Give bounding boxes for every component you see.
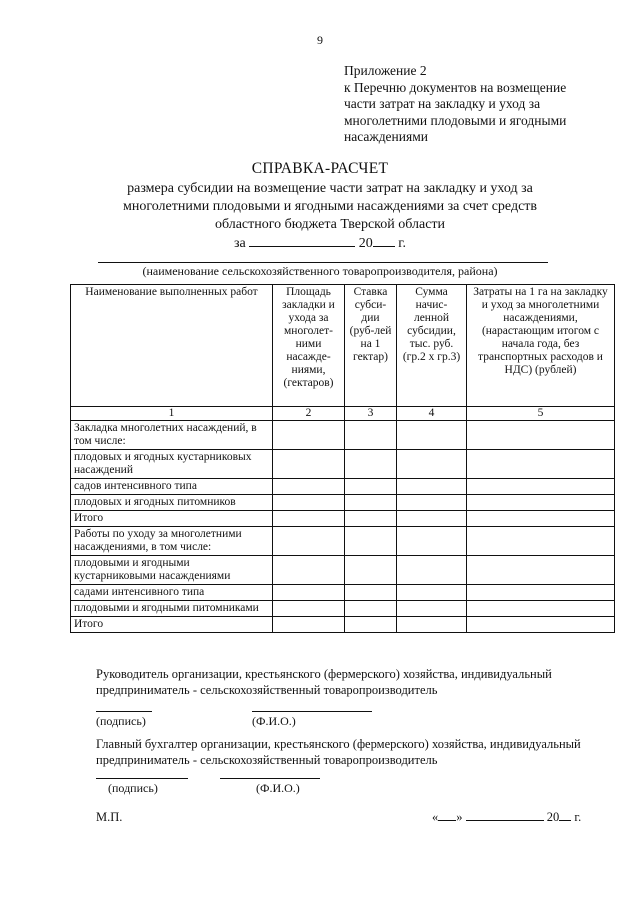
subtitle-line: областного бюджета Тверской области (214, 217, 446, 232)
subtitle-line: многолетними плодовыми и ягодными насаждениями за счет средств (122, 199, 538, 214)
work-name-cell: Работы по уходу за многолетними насаждениями, в том числе: (71, 527, 273, 556)
name-label: (Ф.И.О.) (252, 714, 296, 728)
producer-caption: (наименование сельскохозяйственного товаропроизводителя, района) (142, 264, 498, 278)
empty-cell[interactable] (345, 479, 397, 495)
table-row (71, 511, 615, 527)
empty-cell[interactable] (273, 479, 345, 495)
empty-cell[interactable] (397, 495, 467, 511)
column-number: 4 (397, 407, 467, 421)
empty-cell[interactable] (467, 511, 615, 527)
column-number: 1 (71, 407, 273, 421)
work-name-cell: садами интенсивного типа (71, 585, 273, 601)
empty-cell[interactable] (397, 617, 467, 633)
appendix-line: части затрат на закладку и уход за (344, 96, 541, 111)
work-name-cell: Итого (71, 617, 273, 633)
period-year: 20 (358, 236, 373, 251)
empty-cell[interactable] (273, 556, 345, 585)
empty-cell[interactable] (273, 527, 345, 556)
empty-cell[interactable] (397, 511, 467, 527)
table-row (71, 479, 615, 495)
empty-cell[interactable] (397, 479, 467, 495)
empty-cell[interactable] (345, 450, 397, 479)
empty-cell[interactable] (397, 421, 467, 450)
calculation-table (70, 284, 615, 633)
table-header-row (71, 285, 615, 407)
empty-cell[interactable] (397, 450, 467, 479)
name-label: (Ф.И.О.) (256, 781, 300, 795)
signature-label: (подпись) (96, 714, 146, 728)
work-name-cell: плодовыми и ягодными питомниками (71, 601, 273, 617)
date-open-quote: « (432, 810, 439, 824)
date-year: 20 (546, 810, 560, 824)
document-title: СПРАВКА-РАСЧЕТ (251, 160, 389, 177)
appendix-header (344, 63, 614, 146)
empty-cell[interactable] (467, 556, 615, 585)
subtitle-line: размера субсидии на возмещение части затрат на закладку и уход за (127, 181, 533, 196)
producer-name-line (98, 262, 548, 263)
month-blank[interactable] (466, 808, 544, 821)
column-header: Наименование выполненных работ (71, 285, 273, 407)
empty-cell[interactable] (467, 450, 615, 479)
column-header: Площадь закладки и ухода за многолет-ними насажде-ниями, (гектаров) (273, 285, 345, 407)
stamp-place: М.П. (96, 810, 123, 824)
work-name-cell: плодовыми и ягодными кустарниковыми насаждениями (71, 556, 273, 585)
empty-cell[interactable] (467, 495, 615, 511)
empty-cell[interactable] (467, 601, 615, 617)
table-row (71, 601, 615, 617)
column-header: Затраты на 1 га на закладку и уход за многолетними насаждениями, (нарастающим итогом с начала года, без транспортных расходов и НДС) (рублей) (467, 285, 615, 407)
head-signature-block (96, 667, 596, 732)
table-row (71, 527, 615, 556)
empty-cell[interactable] (397, 585, 467, 601)
accountant-position-text: Главный бухгалтер организации, крестьянского (фермерского) хозяйства, индивидуальный предприниматель - сельскохозяйственный товаропроизводитель (96, 737, 581, 767)
empty-cell[interactable] (345, 556, 397, 585)
column-number: 3 (345, 407, 397, 421)
work-name-cell: Итого (71, 511, 273, 527)
empty-cell[interactable] (273, 450, 345, 479)
work-name-cell: садов интенсивного типа (71, 479, 273, 495)
table-row (71, 556, 615, 585)
column-number: 2 (273, 407, 345, 421)
appendix-line: к Перечню документов на возмещение (344, 79, 567, 95)
work-name-cell: плодовых и ягодных кустарниковых насаждений (71, 450, 273, 479)
empty-cell[interactable] (273, 495, 345, 511)
table-row (71, 585, 615, 601)
day-blank[interactable] (438, 808, 456, 821)
empty-cell[interactable] (397, 556, 467, 585)
accountant-name-line[interactable] (220, 778, 320, 779)
empty-cell[interactable] (273, 421, 345, 450)
accountant-signature-line[interactable] (96, 778, 188, 779)
empty-cell[interactable] (345, 511, 397, 527)
empty-cell[interactable] (345, 495, 397, 511)
document-subtitle (60, 180, 600, 234)
column-number-row (71, 407, 615, 421)
table-row (71, 450, 615, 479)
accountant-signature-block (96, 737, 596, 802)
signing-date (432, 808, 581, 825)
period-suffix: г. (398, 236, 406, 251)
empty-cell[interactable] (273, 601, 345, 617)
year-blank (373, 234, 395, 247)
work-name-cell: плодовых и ягодных питомников (71, 495, 273, 511)
column-header: Ставка субси-дии (руб-лей на 1 гектар) (345, 285, 397, 407)
empty-cell[interactable] (345, 617, 397, 633)
period-blank (249, 234, 355, 247)
empty-cell[interactable] (467, 479, 615, 495)
appendix-line: Приложение 2 (344, 63, 427, 78)
table-row (71, 617, 615, 633)
head-name-line[interactable] (252, 711, 372, 712)
empty-cell[interactable] (345, 527, 397, 556)
column-header: Сумма начис-ленной субсидии, тыс. руб. (гр.2 х гр.3) (397, 285, 467, 407)
empty-cell[interactable] (345, 585, 397, 601)
period-prefix: за (234, 236, 246, 251)
empty-cell[interactable] (273, 511, 345, 527)
appendix-line: многолетними плодовыми и ягодными (344, 112, 567, 128)
empty-cell[interactable] (467, 617, 615, 633)
empty-cell[interactable] (273, 585, 345, 601)
table-row (71, 421, 615, 450)
empty-cell[interactable] (467, 585, 615, 601)
empty-cell[interactable] (273, 617, 345, 633)
signature-label: (подпись) (108, 781, 158, 795)
reporting-period (0, 234, 640, 252)
empty-cell[interactable] (467, 527, 615, 556)
empty-cell[interactable] (345, 601, 397, 617)
head-position-text: Руководитель организации, крестьянского (фермерского) хозяйства, индивидуальный предприниматель - сельскохозяйственный товаропроизводитель (96, 667, 552, 697)
appendix-line: насаждениями (344, 129, 428, 144)
year-blank[interactable] (559, 808, 571, 821)
empty-cell[interactable] (467, 421, 615, 450)
head-signature-line[interactable] (96, 711, 152, 712)
empty-cell[interactable] (345, 421, 397, 450)
empty-cell[interactable] (397, 527, 467, 556)
date-suffix: г. (574, 810, 582, 824)
page-number: 9 (317, 33, 323, 47)
table-row (71, 495, 615, 511)
date-close-quote: » (456, 810, 463, 824)
empty-cell[interactable] (397, 601, 467, 617)
column-number: 5 (467, 407, 615, 421)
work-name-cell: Закладка многолетних насаждений, в том числе: (71, 421, 273, 450)
